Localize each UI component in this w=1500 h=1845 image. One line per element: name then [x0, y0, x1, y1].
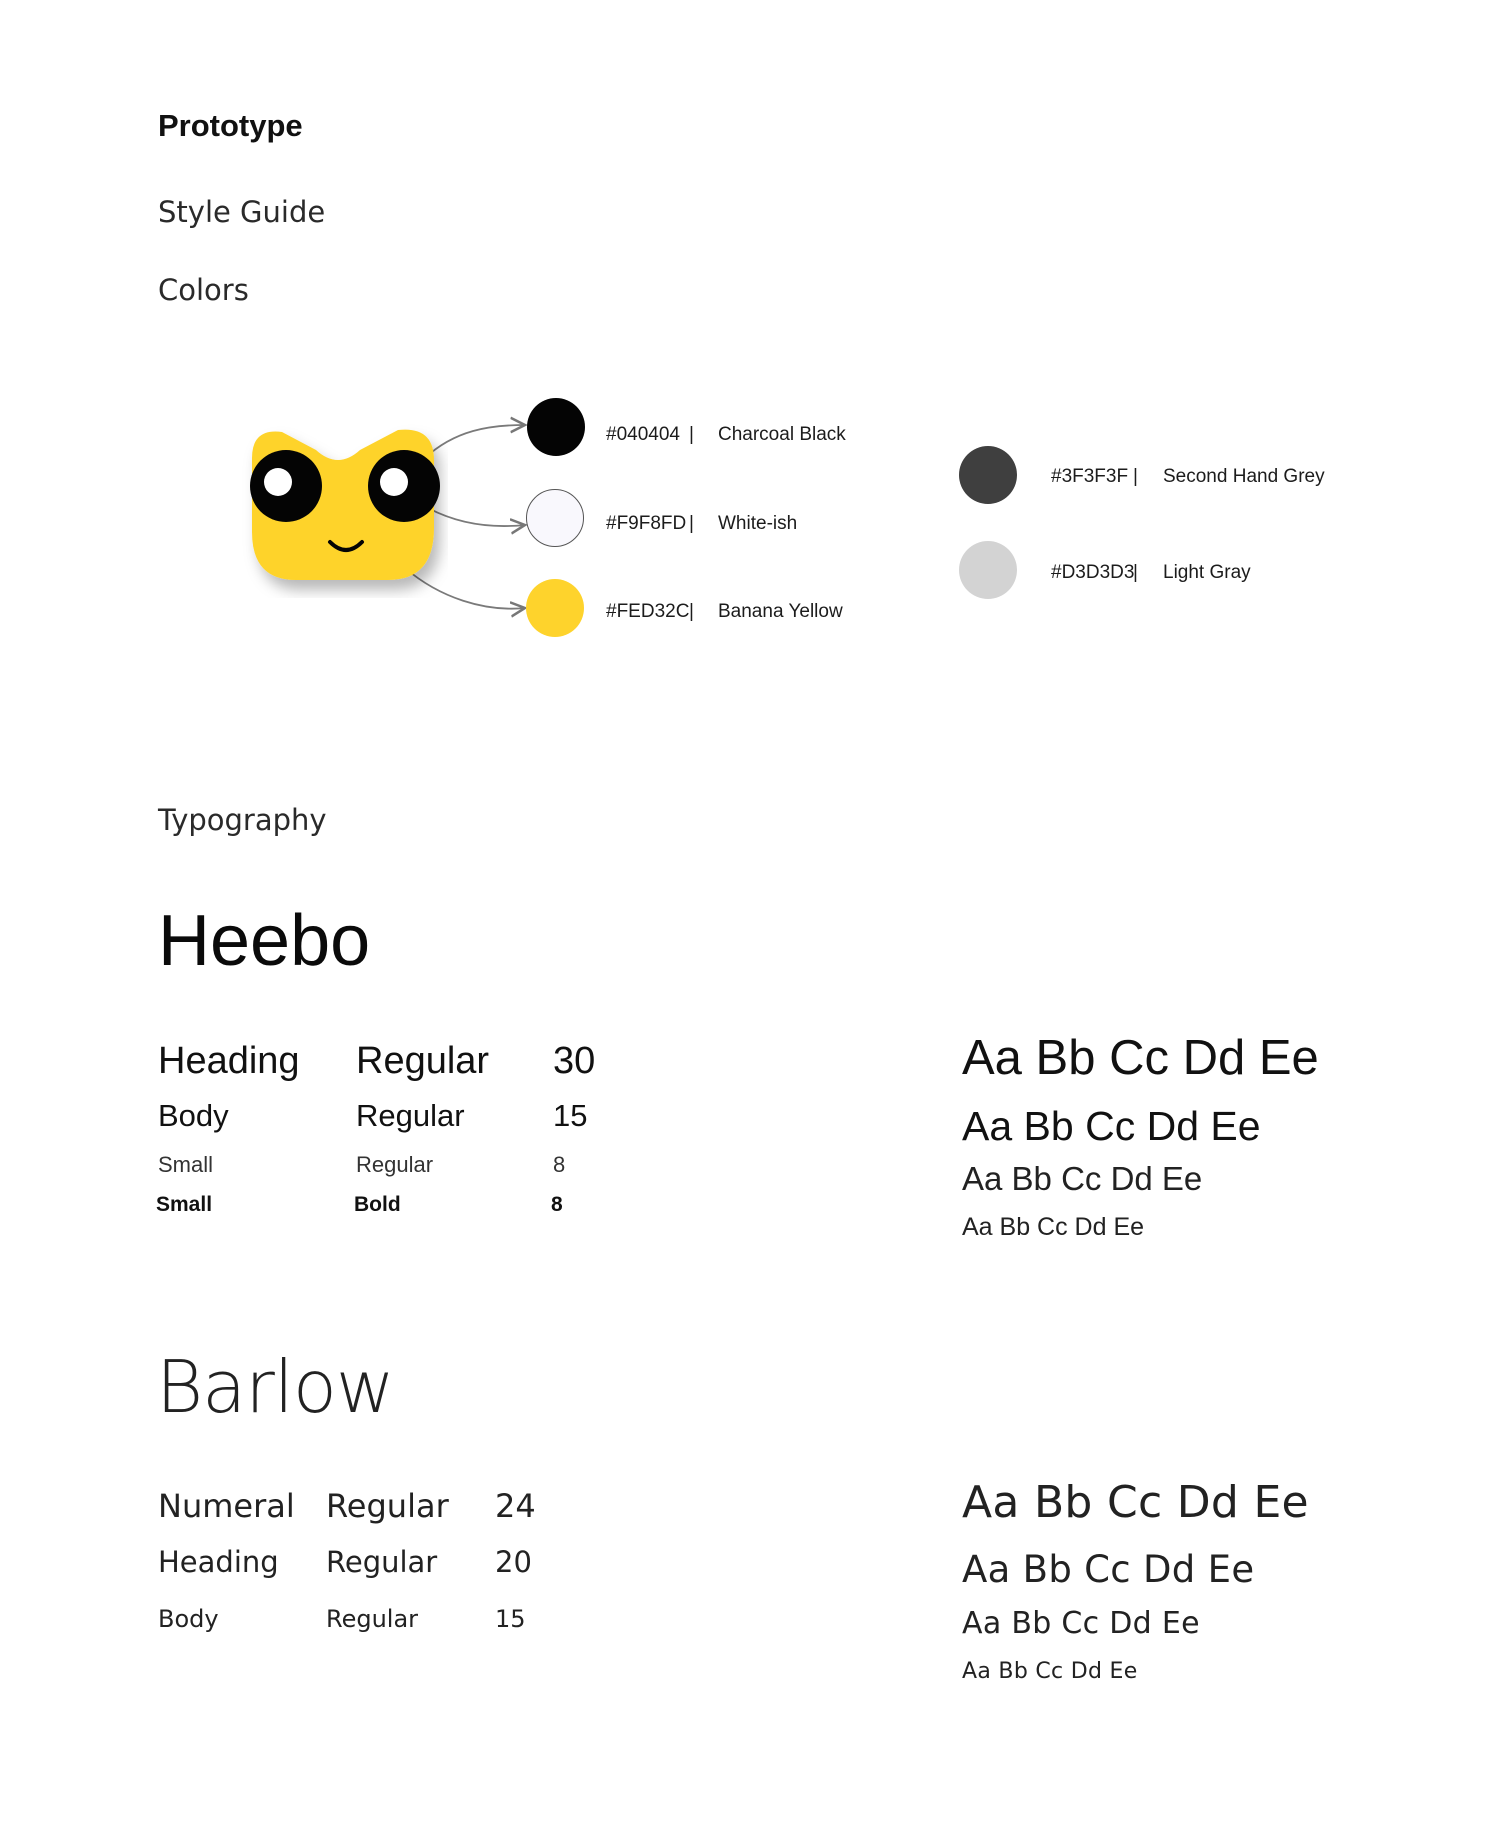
name-light-gray: Light Gray [1163, 562, 1251, 583]
style-guide-heading: Style Guide [158, 195, 326, 229]
separator: | [1133, 466, 1138, 487]
heebo-weight: Regular [356, 1040, 490, 1082]
hex-charcoal-black: #040404 [606, 424, 680, 445]
heebo-size: 8 [551, 1193, 563, 1216]
heebo-size: 15 [553, 1098, 588, 1133]
heebo-sample: Aa Bb Cc Dd Ee [962, 1103, 1261, 1149]
hex-light-gray: #D3D3D3 [1051, 562, 1135, 583]
barlow-size: 20 [495, 1545, 532, 1579]
barlow-sample: Aa Bb Cc Dd Ee [962, 1477, 1309, 1528]
barlow-sample: Aa Bb Cc Dd Ee [962, 1606, 1200, 1641]
barlow-size: 15 [495, 1605, 526, 1633]
heebo-sample: Aa Bb Cc Dd Ee [962, 1031, 1319, 1085]
name-charcoal-black: Charcoal Black [718, 424, 846, 445]
barlow-sample: Aa Bb Cc Dd Ee [962, 1659, 1138, 1684]
separator: | [689, 424, 694, 445]
barlow-role: Body [158, 1605, 219, 1633]
name-second-hand-grey: Second Hand Grey [1163, 466, 1325, 487]
barlow-weight: Regular [326, 1605, 419, 1633]
connector-arrows [0, 0, 1500, 700]
page-title: Prototype [158, 108, 303, 143]
barlow-role: Numeral [158, 1487, 295, 1525]
typography-heading: Typography [158, 803, 327, 837]
swatch-banana-yellow [526, 579, 584, 637]
barlow-weight: Regular [326, 1545, 438, 1579]
heebo-size: 8 [553, 1152, 566, 1177]
heebo-sample: Aa Bb Cc Dd Ee [962, 1160, 1203, 1197]
swatch-light-gray [959, 541, 1017, 599]
heebo-sample: Aa Bb Cc Dd Ee [962, 1213, 1145, 1241]
hex-white-ish: #F9F8FD [606, 513, 687, 534]
heebo-weight: Bold [354, 1193, 401, 1216]
name-white-ish: White-ish [718, 513, 798, 534]
heebo-role: Heading [158, 1040, 300, 1082]
heebo-role: Body [158, 1098, 229, 1133]
heebo-role: Small [158, 1152, 214, 1177]
heebo-role: Small [156, 1193, 213, 1216]
heebo-weight: Regular [356, 1098, 465, 1133]
font-title-barlow: Barlow [156, 1345, 394, 1429]
name-banana-yellow: Banana Yellow [718, 601, 843, 622]
swatch-charcoal-black [527, 398, 585, 456]
mascot-logo [238, 398, 448, 598]
separator: | [1133, 562, 1138, 583]
font-title-heebo: Heebo [158, 901, 371, 981]
swatch-second-hand-grey [959, 446, 1017, 504]
separator: | [689, 601, 694, 622]
colors-heading: Colors [158, 273, 249, 307]
separator: | [689, 513, 694, 534]
barlow-sample: Aa Bb Cc Dd Ee [962, 1548, 1255, 1591]
heebo-weight: Regular [356, 1152, 434, 1177]
heebo-size: 30 [553, 1040, 596, 1082]
swatch-white-ish [526, 489, 584, 547]
barlow-weight: Regular [326, 1487, 449, 1525]
hex-banana-yellow: #FED32C [606, 601, 690, 622]
barlow-role: Heading [158, 1545, 279, 1579]
hex-second-hand-grey: #3F3F3F [1051, 466, 1129, 487]
barlow-size: 24 [495, 1487, 536, 1525]
